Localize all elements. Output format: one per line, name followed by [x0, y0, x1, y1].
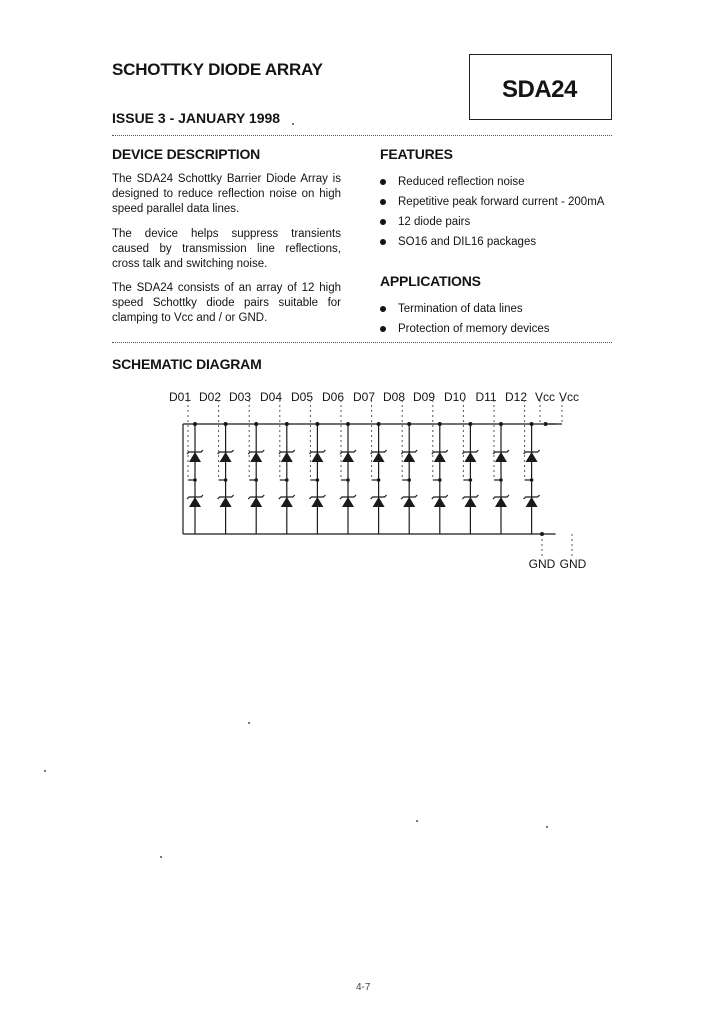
pin-label-vcc-2: Vcc [558, 390, 580, 404]
bullet-icon [380, 239, 386, 245]
lower-diode-d11 [495, 497, 507, 507]
applications-list [380, 302, 610, 336]
upper-diode-d03 [250, 452, 262, 462]
pin-label-vcc-1: Vcc [534, 390, 556, 404]
part-number: SDA24 [502, 76, 577, 103]
bullet-icon [380, 199, 386, 205]
page-number: 4-7 [356, 982, 371, 993]
gnd-junction [540, 532, 544, 536]
lower-diode-d09 [434, 497, 446, 507]
scan-speck [248, 722, 250, 724]
pin-label-d07: D07 [352, 390, 376, 404]
section-divider [112, 342, 612, 343]
lower-diode-d04 [281, 497, 293, 507]
application-item: Protection of memory devices [380, 322, 610, 336]
pin-junction-d08 [407, 478, 411, 482]
pin-junction-d06 [346, 478, 350, 482]
schematic-diagram [160, 400, 600, 560]
vcc-junction-d12 [530, 422, 534, 426]
pin-label-d12: D12 [504, 390, 528, 404]
vcc-junction-d06 [346, 422, 350, 426]
lower-diode-d07 [373, 497, 385, 507]
pin-label-gnd-2: GND [559, 557, 587, 571]
pin-label-d11: D11 [475, 390, 497, 404]
device-description-heading: DEVICE DESCRIPTION [112, 146, 261, 162]
pin-junction-d07 [377, 478, 381, 482]
schematic-heading: SCHEMATIC DIAGRAM [112, 356, 262, 372]
pin-label-d08: D08 [382, 390, 406, 404]
description-paragraph-3: The SDA24 consists of an array of 12 high speed Schottky diode pairs suitable for clamping to Vcc and / or GND. [112, 282, 341, 324]
feature-item: SO16 and DIL16 packages [380, 235, 610, 249]
upper-diode-d12 [526, 452, 538, 462]
feature-item: Reduced reflection noise [380, 175, 610, 189]
header-divider [112, 135, 612, 136]
upper-diode-d05 [311, 452, 323, 462]
pin-label-d06: D06 [321, 390, 345, 404]
lower-diode-d12 [526, 497, 538, 507]
issue-date: ISSUE 3 - JANUARY 1998 [112, 110, 281, 126]
lower-diode-d08 [403, 497, 415, 507]
upper-diode-d11 [495, 452, 507, 462]
pin-label-d03: D03 [228, 390, 252, 404]
feature-item: 12 diode pairs [380, 215, 610, 229]
pin-label-d09: D09 [412, 390, 436, 404]
lower-diode-d06 [342, 497, 354, 507]
bullet-icon [380, 219, 386, 225]
pin-junction-d10 [469, 478, 473, 482]
scan-speck [44, 770, 46, 772]
features-list [380, 175, 610, 249]
upper-diode-d02 [220, 452, 232, 462]
feature-item: Repetitive peak forward current - 200mA [380, 195, 610, 209]
description-paragraph-1: The SDA24 Schottky Barrier Diode Array is designed to reduce reflection noise on high speed parallel data lines. [112, 173, 341, 215]
pin-junction-d02 [224, 478, 228, 482]
vcc-junction-d05 [315, 422, 319, 426]
pin-label-d04: D04 [259, 390, 283, 404]
vcc-junction-d07 [377, 422, 381, 426]
pin-junction-d09 [438, 478, 442, 482]
pin-junction-d11 [499, 478, 503, 482]
upper-diode-d04 [281, 452, 293, 462]
bullet-icon [380, 326, 386, 332]
scan-speck [416, 820, 418, 822]
pin-junction-d03 [254, 478, 258, 482]
vcc-junction-d03 [254, 422, 258, 426]
applications-heading: APPLICATIONS [380, 273, 481, 289]
vcc-junction [544, 422, 548, 426]
pin-junction-d05 [316, 478, 320, 482]
upper-diode-d08 [403, 452, 415, 462]
description-paragraph-2: The device helps suppress transients caused by transmission line reflections, cross talk and switching noise. [112, 228, 341, 270]
pin-label-d02: D02 [198, 390, 222, 404]
vcc-junction-d11 [499, 422, 503, 426]
pin-junction-d01 [193, 478, 197, 482]
vcc-junction-d08 [407, 422, 411, 426]
application-item: Termination of data lines [380, 302, 610, 316]
pin-label-gnd-1: GND [528, 557, 556, 571]
pin-label-d01: D01 [168, 390, 192, 404]
pin-junction-d12 [530, 478, 534, 482]
vcc-junction-d10 [468, 422, 472, 426]
scan-speck [292, 123, 294, 125]
bullet-icon [380, 179, 386, 185]
pin-junction-d04 [285, 478, 289, 482]
vcc-junction-d02 [224, 422, 228, 426]
vcc-junction-d09 [438, 422, 442, 426]
upper-diode-d09 [434, 452, 446, 462]
lower-diode-d05 [311, 497, 323, 507]
lower-diode-d10 [464, 497, 476, 507]
upper-diode-d06 [342, 452, 354, 462]
lower-diode-d01 [189, 497, 201, 507]
upper-diode-d10 [464, 452, 476, 462]
lower-diode-d02 [220, 497, 232, 507]
pin-label-d10: D10 [443, 390, 467, 404]
document-title: SCHOTTKY DIODE ARRAY [112, 60, 323, 79]
features-heading: FEATURES [380, 146, 453, 162]
scan-speck [546, 826, 548, 828]
vcc-junction-d04 [285, 422, 289, 426]
part-number-box [469, 54, 612, 120]
lower-diode-d03 [250, 497, 262, 507]
upper-diode-d01 [189, 452, 201, 462]
upper-diode-d07 [373, 452, 385, 462]
pin-label-d05: D05 [290, 390, 314, 404]
vcc-junction-d01 [193, 422, 197, 426]
bullet-icon [380, 306, 386, 312]
scan-speck [160, 856, 162, 858]
